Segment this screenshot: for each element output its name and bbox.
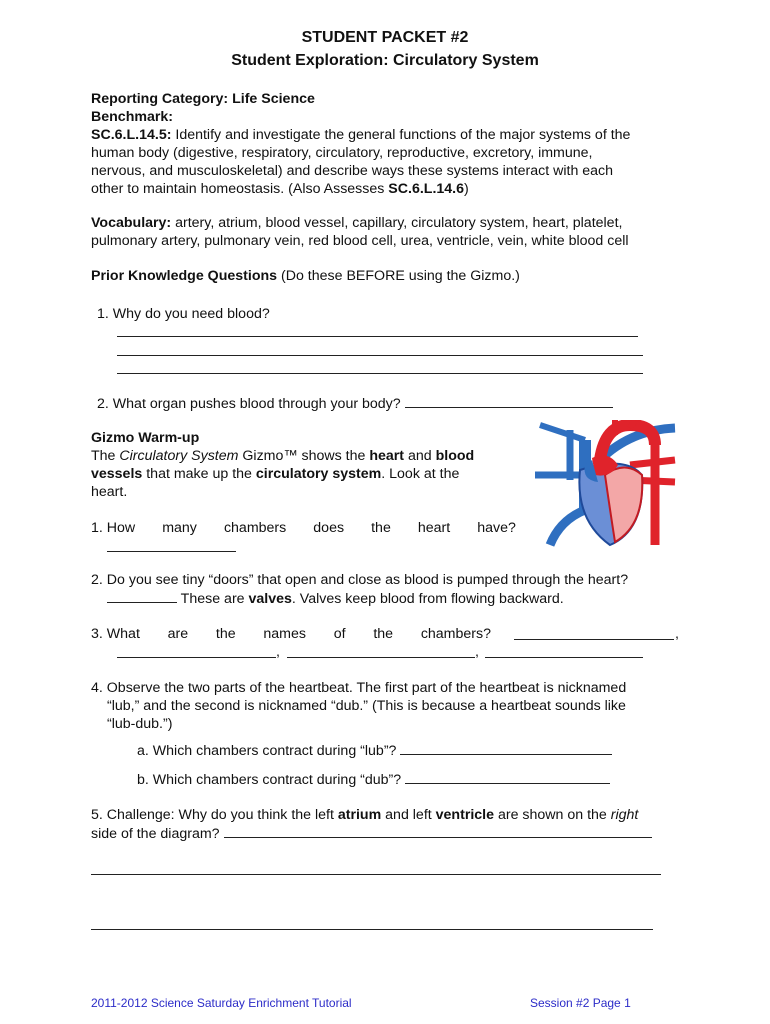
gizmo-name: Circulatory System <box>119 448 239 464</box>
question-word: the <box>371 520 391 536</box>
answer-blank[interactable] <box>405 771 610 784</box>
term-atrium: atrium <box>337 807 382 823</box>
page-title: Student Exploration: Circulatory System <box>231 52 539 69</box>
benchmark-line-4 <box>91 181 469 197</box>
question-4b <box>137 771 610 788</box>
question-word: chambers? <box>420 626 491 642</box>
footer-right: Session #2 Page 1 <box>530 996 631 1010</box>
prior-knowledge-label: Prior Knowledge Questions <box>91 268 278 284</box>
warmup-question-4: 4. Observe the two parts of the heartbeat. The first part of the heartbeat is nicknamed <box>91 680 627 696</box>
question-text: These are <box>177 591 249 607</box>
warmup-heading: Gizmo Warm-up <box>91 430 200 446</box>
question-word: chambers <box>223 520 287 536</box>
warmup-word: Gizmo™ shows the <box>238 448 370 464</box>
answer-blank[interactable] <box>405 395 613 408</box>
question-text: . Valves keep blood from flowing backward. <box>291 591 564 607</box>
question-text: 5. Challenge: Why do you think the left <box>91 807 338 823</box>
answer-blank[interactable] <box>107 551 236 552</box>
warmup-text <box>91 448 474 464</box>
answer-line[interactable] <box>117 336 638 337</box>
question-word: does <box>313 520 345 536</box>
challenge-question-line-2 <box>91 825 652 842</box>
warmup-question-2: 2. Do you see tiny “doors” that open and close as blood is pumped through the heart? <box>91 572 629 588</box>
question-word: have? <box>477 520 516 536</box>
packet-title: STUDENT PACKET #2 <box>301 29 469 46</box>
question-4a <box>137 742 612 759</box>
warmup-word: . Look at the <box>381 466 460 482</box>
benchmark-close: ) <box>464 181 469 197</box>
footer-left: 2011-2012 Science Saturday Enrichment Tutorial <box>91 996 352 1010</box>
question-text: are shown on the <box>494 807 611 823</box>
vocabulary-text-1: artery, atrium, blood vessel, capillary, circulatory system, heart, platelet, <box>171 215 623 231</box>
heart-diagram <box>530 420 680 550</box>
question-2 <box>97 395 613 412</box>
answer-blank[interactable] <box>117 657 276 658</box>
term-heart: heart <box>369 448 405 464</box>
inferior-vein <box>550 510 585 545</box>
question-word: heart <box>417 520 451 536</box>
answer-line[interactable] <box>91 874 661 875</box>
question-word: 3. What <box>91 626 140 642</box>
question-word: 1. How <box>91 520 136 536</box>
benchmark-line-3: nervous, and musculoskeletal) and describe ways these systems interact with each <box>91 163 614 179</box>
question-word: are <box>167 626 189 642</box>
artery-branch <box>630 420 635 428</box>
warmup-word: The <box>91 448 120 464</box>
prior-knowledge-heading <box>91 268 520 284</box>
answer-line[interactable] <box>117 355 643 356</box>
warmup-question-2-line-2 <box>107 590 564 607</box>
question-1: 1. Why do you need blood? <box>97 306 270 322</box>
warmup-question-4-line-2: “lub,” and the second is nicknamed “dub.” (This is because a heartbeat sounds like <box>107 698 626 714</box>
term-circulatory-system: circulatory system <box>255 466 382 482</box>
warmup-line-2 <box>91 466 516 482</box>
warmup-text <box>91 466 459 482</box>
vocabulary-line-1 <box>91 215 622 231</box>
comma: , <box>475 644 479 660</box>
benchmark-text-4: other to maintain homeostasis. (Also Assesses <box>91 181 389 197</box>
warmup-question-3 <box>91 626 491 642</box>
comma: , <box>276 644 280 660</box>
term-blood: blood <box>435 448 475 464</box>
warmup-line-3: heart. <box>91 484 128 500</box>
answer-blank[interactable] <box>514 639 674 640</box>
answer-blank[interactable] <box>224 825 652 838</box>
vein-top <box>540 425 585 440</box>
question-word: names <box>263 626 306 642</box>
challenge-question <box>91 807 638 823</box>
answer-line[interactable] <box>91 929 653 930</box>
warmup-line-1 <box>91 448 516 464</box>
question-word: the <box>215 626 236 642</box>
warmup-question-1 <box>91 520 516 536</box>
warmup-word: and <box>404 448 436 464</box>
term-valves: valves <box>248 591 292 607</box>
question-word: many <box>162 520 197 536</box>
question-4b-text: b. Which chambers contract during “dub”? <box>137 772 402 788</box>
question-word: the <box>373 626 394 642</box>
answer-line[interactable] <box>117 373 643 374</box>
heart-illustration <box>535 420 675 545</box>
answer-blank[interactable] <box>107 590 177 603</box>
benchmark-label: Benchmark: <box>91 109 174 125</box>
benchmark-line-2: human body (digestive, respiratory, circulatory, reproductive, excretory, immune, <box>91 145 593 161</box>
reporting-category: Reporting Category: Life Science <box>91 91 315 107</box>
term-vessels: vessels <box>91 466 143 482</box>
benchmark-line-1 <box>91 127 630 143</box>
term-ventricle: ventricle <box>435 807 495 823</box>
warmup-question-4-line-3: “lub-dub.”) <box>107 716 173 732</box>
question-word: of <box>333 626 346 642</box>
benchmark-also-code: SC.6.L.14.6 <box>388 181 465 197</box>
comma: , <box>675 626 679 642</box>
benchmark-text-1: Identify and investigate the general functions of the major systems of the <box>171 127 631 143</box>
benchmark-code: SC.6.L.14.5: <box>91 127 172 143</box>
question-2-text: 2. What organ pushes blood through your body? <box>97 396 401 412</box>
answer-blank[interactable] <box>287 657 475 658</box>
prior-knowledge-note: (Do these BEFORE using the Gizmo.) <box>277 268 520 284</box>
question-text: side of the diagram? <box>91 826 220 842</box>
vocabulary-line-2: pulmonary artery, pulmonary vein, red blood cell, urea, ventricle, vein, white blood cell <box>91 233 629 249</box>
answer-blank[interactable] <box>400 742 612 755</box>
question-4a-text: a. Which chambers contract during “lub”? <box>137 743 397 759</box>
warmup-word: that make up the <box>142 466 256 482</box>
term-right: right <box>610 807 639 823</box>
question-text: and left <box>381 807 436 823</box>
vocabulary-label: Vocabulary: <box>91 215 172 231</box>
answer-blank[interactable] <box>485 657 643 658</box>
